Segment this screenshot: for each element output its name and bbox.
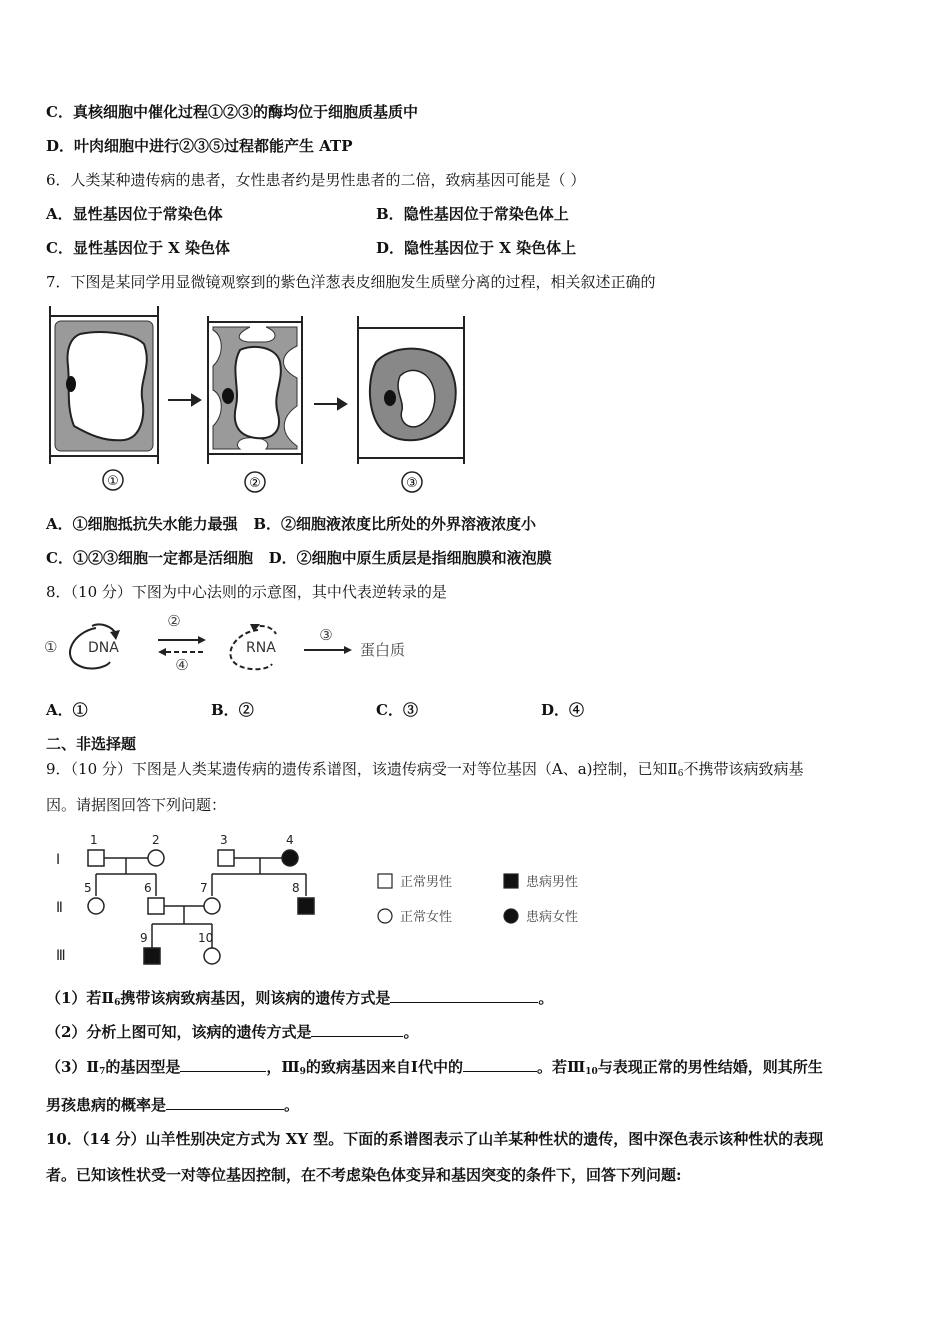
q9-subq-3: $(3)Ⅱ_7$的基因型是 ，$Ⅲ_9$的致病基因来自Ⅰ代中的 。若$Ⅲ_{10}$与表现正常的男性结婚，则其所生 xyxy=(46,1058,823,1077)
plasmolysis-figure xyxy=(40,306,480,502)
q8-option-c: C．③ xyxy=(376,701,418,719)
ind-num-10: 10 xyxy=(198,931,214,945)
ind-num-7: 7 xyxy=(200,881,208,895)
gen-label-3: Ⅲ xyxy=(56,948,66,964)
question-10-line1: 10．（14 分）山羊性别决定方式为 XY 型。下面的系谱图表示了山羊某种性状的遗传，图中深色表示该种性状的表现 xyxy=(46,1130,824,1148)
rna-label: RNA xyxy=(246,640,276,656)
ind-num-2: 2 xyxy=(152,833,160,847)
question-8: 8．（10 分）下图为中心法则的示意图，其中代表逆转录的是 xyxy=(46,583,447,601)
question-9-line2: 因。请据图回答下列问题： xyxy=(46,796,227,814)
protein-label: 蛋白质 xyxy=(360,641,406,659)
question-10-line2: 者。已知该性状受一对等位基因控制，在不考虑染色体变异和基因突变的条件下，回答下列问题: xyxy=(46,1166,682,1184)
answer-blank[interactable] xyxy=(180,1057,266,1072)
q8-option-a: A．① xyxy=(46,701,88,719)
legend-normal-female: 正常女性 xyxy=(400,910,453,925)
q8-option-d: D．④ xyxy=(541,701,585,719)
q9-subq-2: （2）分析上图可知，该病的遗传方式是 。 xyxy=(46,1023,419,1041)
legend-affected-male: 患病男性 xyxy=(526,875,579,890)
gen-label-1: Ⅰ xyxy=(56,852,61,868)
question-9-line1: 9．（10 分）下图是人类某遗传病的遗传系谱图，该遗传病受一对等位基因（A、a)控制，已知$Ⅱ_6$不携带该病致病基 xyxy=(46,760,804,779)
gen-label-2: Ⅱ xyxy=(56,900,63,916)
q8-option-b: B．② xyxy=(211,701,254,719)
option-c-line: C．真核细胞中催化过程①②③的酶均位于细胞质基质中 xyxy=(46,103,418,121)
answer-blank[interactable] xyxy=(311,1022,403,1037)
ind-num-6: 6 xyxy=(144,881,152,895)
q9-subq-1: （1）若$Ⅱ_6$携带该病致病基因，则该病的遗传方式是 。 xyxy=(46,989,554,1008)
cell-label-3: ③ xyxy=(406,476,418,491)
question-7: 7．下图是某同学用显微镜观察到的紫色洋葱表皮细胞发生质壁分离的过程，相关叙述正确的 xyxy=(46,273,656,291)
q9-subq-3-cont: 男孩患病的概率是 。 xyxy=(46,1096,300,1114)
q6-option-a: A．显性基因位于常染色体 xyxy=(46,205,223,223)
ind-num-3: 3 xyxy=(220,833,228,847)
q6-option-b: B．隐性基因位于常染色体上 xyxy=(376,205,569,223)
option-d-line: D．叶肉细胞中进行②③⑤过程都能产生 ATP xyxy=(46,137,353,155)
q6-option-d: D．隐性基因位于 X 染色体上 xyxy=(376,239,577,257)
pedigree-figure xyxy=(48,830,608,970)
section-2-heading: 二、非选择题 xyxy=(46,735,137,753)
answer-blank[interactable] xyxy=(166,1095,284,1110)
cell-label-2: ② xyxy=(249,476,261,491)
dogma-step-2: ② xyxy=(167,612,181,630)
ind-num-8: 8 xyxy=(292,881,300,895)
dogma-step-3: ③ xyxy=(319,626,333,644)
answer-blank[interactable] xyxy=(390,988,538,1003)
dogma-step-1: ① xyxy=(44,638,58,656)
q6-option-c: C．显性基因位于 X 染色体 xyxy=(46,239,231,257)
dna-label: DNA xyxy=(88,640,119,656)
answer-blank[interactable] xyxy=(463,1057,537,1072)
question-6: 6．人类某种遗传病的患者，女性患者约是男性患者的二倍，致病基因可能是（ ） xyxy=(46,171,586,189)
legend-normal-male: 正常男性 xyxy=(400,875,453,890)
q7-options-ab: A．①细胞抵抗失水能力最强 B．②细胞液浓度比所处的外界溶液浓度小 xyxy=(46,515,537,533)
ind-num-5: 5 xyxy=(84,881,92,895)
central-dogma-figure xyxy=(40,610,440,676)
legend-affected-female: 患病女性 xyxy=(526,910,579,925)
ind-num-4: 4 xyxy=(286,833,294,847)
dogma-step-4: ④ xyxy=(175,656,189,674)
q7-options-cd: C．①②③细胞一定都是活细胞 D．②细胞中原生质层是指细胞膜和液泡膜 xyxy=(46,549,552,567)
cell-label-1: ① xyxy=(107,474,119,489)
ind-num-1: 1 xyxy=(90,833,98,847)
ind-num-9: 9 xyxy=(140,931,148,945)
